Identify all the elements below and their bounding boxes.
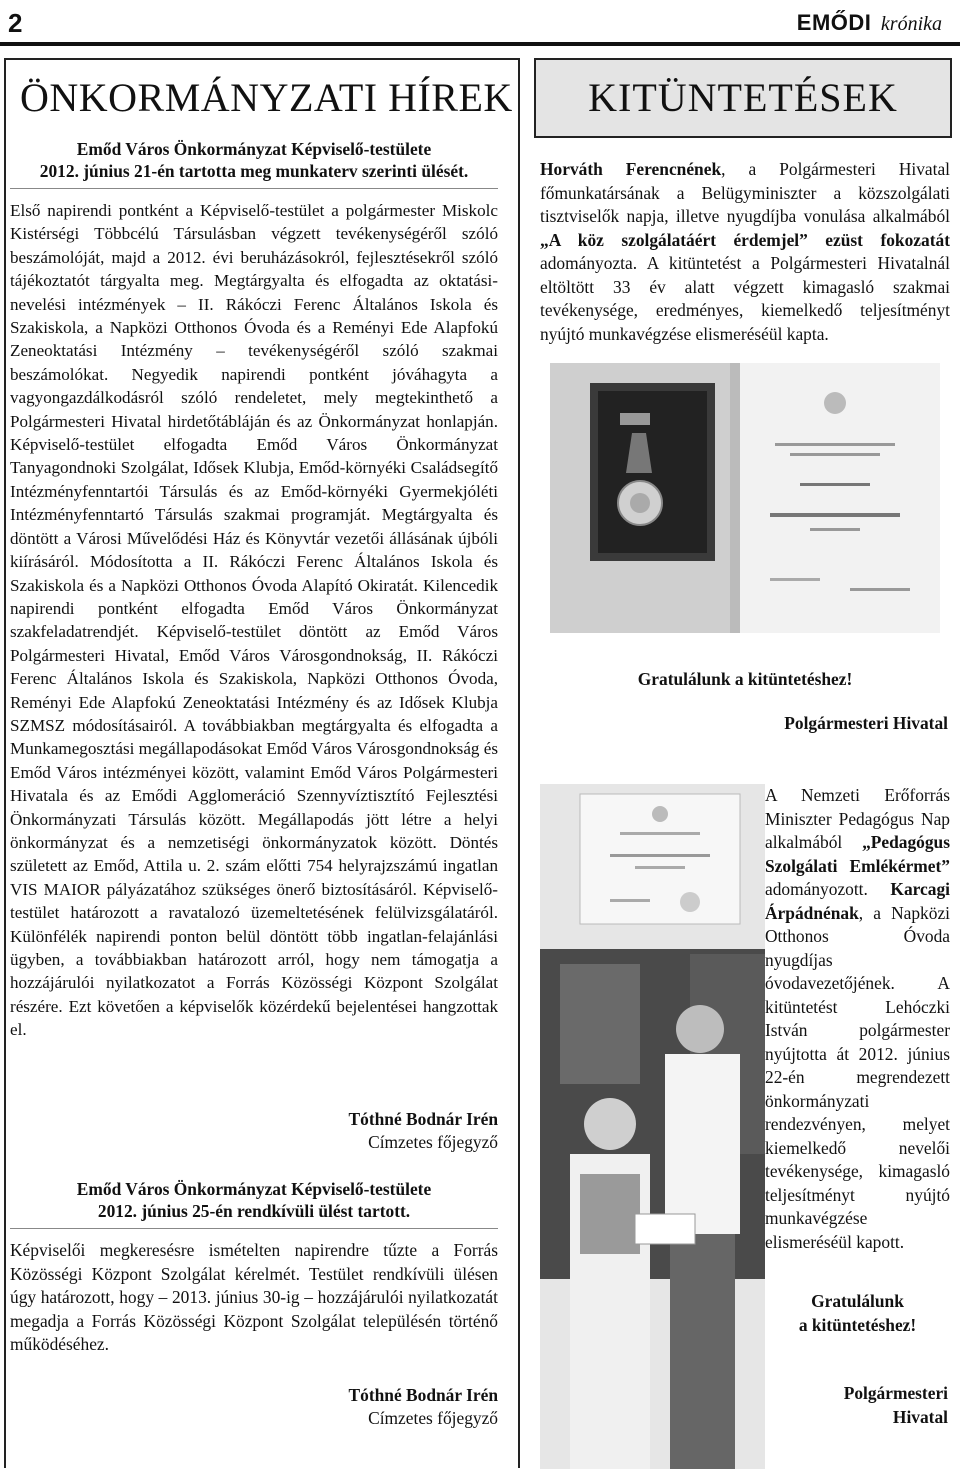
signoff-1: Polgármesteri Hivatal (784, 713, 948, 733)
signature1-name: Tóthné Bodnár Irén (348, 1109, 498, 1129)
medal-certificate-photo (550, 363, 940, 633)
header-rule (0, 42, 960, 46)
masthead-brand: EMŐDI (796, 10, 872, 35)
award1-article (540, 158, 950, 346)
award2-text-a: A Nemzeti Erőforrás Miniszter Pedagógus Nap alkalmából (765, 785, 950, 852)
award2-article (765, 784, 950, 1254)
congrats-1: Gratulálunk a kitüntetéshez! (637, 669, 853, 689)
award2-text-c: , a Napközi Otthonos Óvoda nyugdíjas óvodavezetőjének. A kitüntetést Lehóczki István polgármester nyújtotta át 2012. június 22-én megrendezett önkormányzati rendezvényen, melyet kiemelkedő nevelői tevékenysége, kimagasló teljesítményt nyújtó munkavégzése elismeréséül kapott. (765, 902, 950, 1252)
award1-text-b: adományozta. A kitüntetést a Polgármesteri Hivatalnál eltöltött 33 év alatt végzett kimagasló szakmai tevékenysége, eredményes, kiemelkedő teljesítményt nyújtó munkavégzése elismeréséül kapta. (540, 253, 950, 344)
left-column (0, 56, 522, 1476)
meeting1-body: Első napirendi pontként a Képviselő-testület a polgármester Miskolc Kistérségi Többcélú Társulásban végzett tevékenységéről szóló beszámolóját, majd a 2012. évi beruházásokról, fejlesztésekről szóló tájékoztatót tárgyalta meg. Megtárgyalta és elfogadta az oktatási-nevelési intézmények – II. Rákóczi Ferenc Általános Iskola és Szakiskola, a Napközi Otthonos Óvoda és a Reményi Ede Alapfokú Zeneoktatási Intézmény – tevékenységéről szóló szakmai beszámolókat. Negyedik napirendi pontként jóváhagyta a vagyongazdálkodásról szóló rendeletet, mely megtekinthető a Polgármesteri Hivatal hirdetőtábláján és az Önkormányzat honlapján. Képviselő-testület elfogadta Emőd Város Önkormányzat Tanyagondnoki Szolgálat, Idősek Klubja, Emőd-környéki Családsegítő Intézményfenntartói Társulás és az Emőd-környéki Gyermekjóléti Intézményfenntartó Társulás szakmai programját. Megtárgyalta és döntött a Városi Művelődési Ház és Könyvtár vezetői állásának újbóli kiírásáról. Módosította a II. Rákóczi Ferenc Általános Iskola és Szakiskola és a Napközi Otthonos Óvoda Alapító Okiratát. Kilencedik napirendi pontként elfogadta Emőd Város Önkormányzat szakfeladatrendjét. Képviselő-testület döntött az Emőd Város Polgármesteri Hivatal, Emőd Város Városgondnokság, II. Rákóczi Ferenc Általános Iskola és Szakiskola, Napközi Otthonos Óvoda, Reményi Ede Alapfokú Zeneoktatási Intézmény és az Idősek Klubja SZMSZ módosításairól. A továbbiakban megtárgyalta és elfogadta a Munkamegosztási megállapodásokat Emőd Város Városgondnokság és Emőd Város intézményei között, valamint Emőd Város Polgármesteri Hivatala és az Emődi Agglomeráció Szennyvíztisztító Fejlesztési Önkormányzati Társulás között. Megállapodás jött létre a helyi önkormányzat és a nemzetiségi önkormányzatok között. Döntés született az Emőd, Attila u. 2. szám előtti 754 helyrajzszámú ingatlan VIS MAIOR pályázatához szükséges önerő biztosításáról. Képviselő-testület határozott a ravatalozó üzemeltetésének felülvizsgálatáról. Különfélék napirendi ponton belül döntött több ingatlan-felajánlási ügyben, a továbbiakban határozott arról, hogy nem támogatja a hozzájárulói nyilatkozatot a Forrás Közösségi Központ Szolgálat részére. Ezt követően a képviselők közérdekű bejelentései hangzottak el. (10, 201, 498, 1040)
congrats2-line1: Gratulálunk (811, 1291, 904, 1311)
medal-case-image (590, 383, 715, 561)
signoff2-line2: Hivatal (892, 1406, 948, 1427)
signoff-2 (844, 1382, 948, 1429)
meeting2-article (10, 1178, 498, 1357)
signature2-title: Címzetes főjegyző (368, 1408, 498, 1428)
masthead-subtitle: krónika (880, 13, 942, 35)
award2-name: Karcagi Árpádnénak (765, 879, 950, 923)
masthead (797, 10, 942, 36)
award2-medal: „Pedagógus Szolgálati Emlékérmet” (765, 832, 950, 876)
divider (10, 188, 498, 189)
signature2-name: Tóthné Bodnár Irén (348, 1385, 498, 1405)
commemorative-certificate-image (580, 794, 740, 924)
award2-text-b: adományozott. (765, 879, 891, 899)
section-title-onkormanyzati: ÖNKORMÁNYZATI HÍREK (20, 75, 513, 120)
meeting1-article (10, 138, 498, 1042)
award1-text-a: , a Polgármesteri Hivatal főmunkatársának a Belügyminiszter a közszolgálati tisztviselők napja, illetve nyugdíjba vonulása alkalmából (540, 159, 951, 226)
meeting1-heading (10, 138, 498, 182)
meeting2-heading-line1: Emőd Város Önkormányzat Képviselő-testülete (76, 1179, 432, 1199)
award1-medal: „A köz szolgálatáért érdemjel” ezüst fokozatát (540, 229, 950, 250)
meeting1-heading-line2: 2012. június 21-én tartotta meg munkaterv szerinti ülését. (39, 161, 469, 181)
signature-1 (349, 1108, 498, 1154)
meeting2-heading-line2: 2012. június 25-én rendkívüli ülést tartott. (97, 1201, 411, 1221)
page-header (0, 0, 960, 48)
meeting1-heading-line1: Emőd Város Önkormányzat Képviselő-testülete (76, 139, 432, 159)
section-title-kituntetesek: KITÜNTETÉSEK (588, 75, 898, 120)
signoff2-line1: Polgármesteri (843, 1383, 948, 1403)
congrats2-line2: a kitüntetéshez! (798, 1314, 917, 1335)
divider (10, 1228, 498, 1229)
signature-2 (349, 1384, 498, 1430)
meeting2-heading (10, 1178, 498, 1222)
award-ceremony-photo (540, 784, 765, 1469)
award1-name: Horváth Ferencnének (540, 159, 722, 179)
congrats-2 (765, 1290, 950, 1337)
page-number: 2 (8, 8, 23, 38)
right-column (530, 56, 960, 1476)
meeting2-body: Képviselői megkeresésre ismételten napirendre tűzte a Forrás Közösségi Központ Szolgálat kérelmét. Testület rendkívüli ülésen úgy határozott, hogy – 2013. június 30-ig – hozzájárulói nyilatkozatát megadja a Forrás Közösségi Központ Szolgálat településén történő működéséhez. (10, 1240, 498, 1354)
signature1-title: Címzetes főjegyző (368, 1132, 498, 1152)
kituntetesek-title-box (534, 58, 952, 138)
certificate-image (730, 363, 940, 633)
